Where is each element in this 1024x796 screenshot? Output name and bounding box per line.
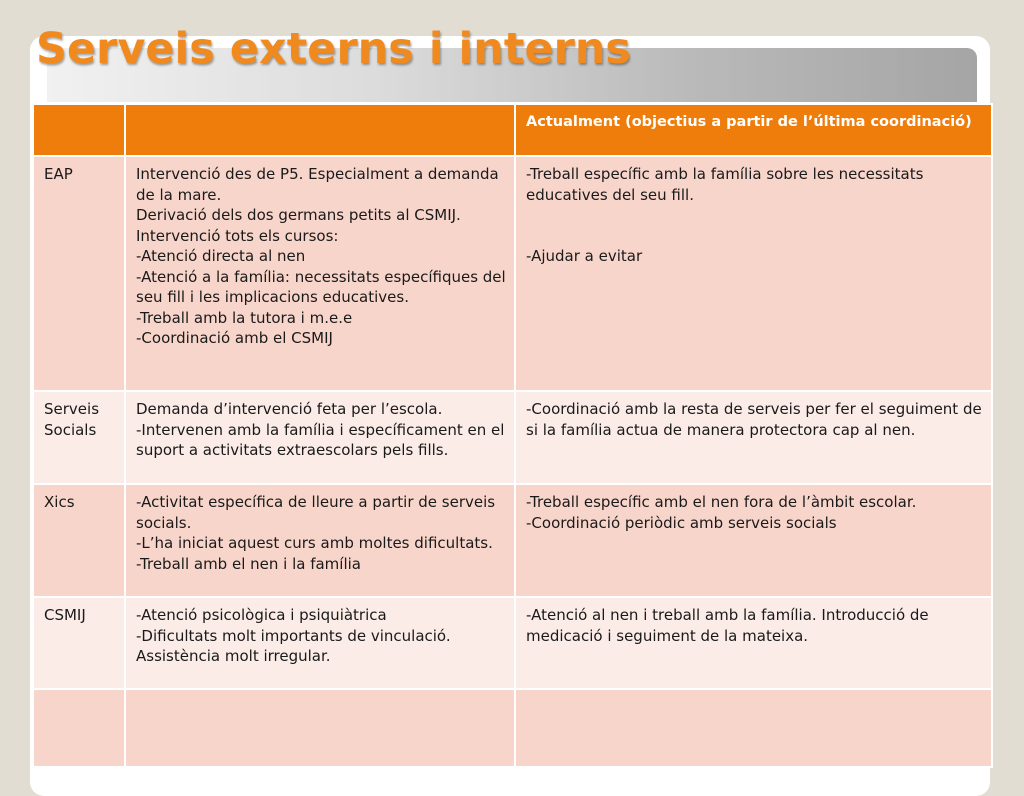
cell-description: -Atenció psicològica i psiquiàtrica -Dificultats molt importants de vinculació. Assistència molt irregular. [125,597,515,689]
cell-service: Serveis Socials [33,391,125,484]
header-cell-description [125,104,515,156]
cell-current: -Coordinació amb la resta de serveis per fer el seguiment de si la família actua de manera protectora cap al nen. [515,391,992,484]
services-table [32,103,993,768]
cell-service: CSMIJ [33,597,125,689]
table-row [33,597,992,689]
header-cell-service [33,104,125,156]
cell-current [515,689,992,767]
table-row [33,156,992,391]
cell-description: Demanda d’intervenció feta per l’escola. -Intervenen amb la família i específicament en el suport a activitats extraescolars pels fills. [125,391,515,484]
cell-service: Xics [33,484,125,597]
cell-service: EAP [33,156,125,391]
cell-description [125,689,515,767]
cell-current: -Atenció al nen i treball amb la família. Introducció de medicació i seguiment de la mateixa. [515,597,992,689]
table-header-row [33,104,992,156]
table-row [33,391,992,484]
slide-title: Serveis externs i interns [36,24,632,74]
cell-service [33,689,125,767]
header-cell-current: Actualment (objectius a partir de l’última coordinació) [515,104,992,156]
cell-description: -Activitat específica de lleure a partir de serveis socials. -L’ha iniciat aquest curs amb moltes dificultats. -Treball amb el nen i la família [125,484,515,597]
table-row [33,484,992,597]
cell-current: -Treball específic amb la família sobre les necessitats educatives del seu fill. -Ajudar a evitar [515,156,992,391]
table-row [33,689,992,767]
cell-current: -Treball específic amb el nen fora de l’àmbit escolar. -Coordinació periòdic amb serveis socials [515,484,992,597]
cell-description: Intervenció des de P5. Especialment a demanda de la mare. Derivació dels dos germans petits al CSMIJ. Intervenció tots els cursos: -Atenció directa al nen -Atenció a la família: necessitats específiques del seu fill i les implicacions educatives. -Treball amb la tutora i m.e.e -Coordinació amb el CSMIJ [125,156,515,391]
